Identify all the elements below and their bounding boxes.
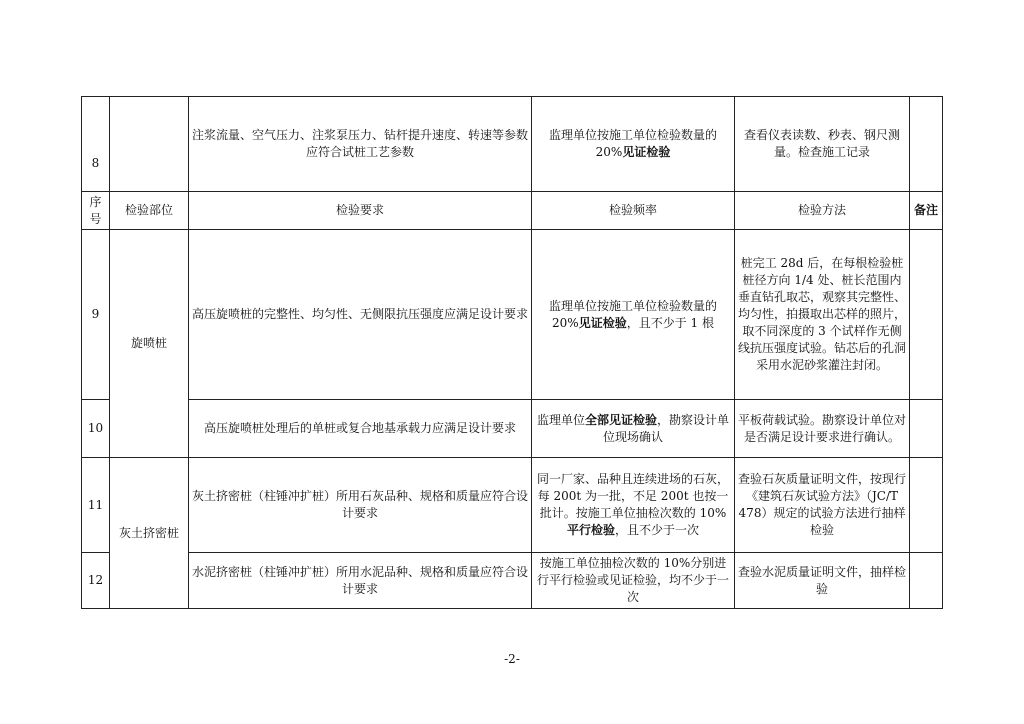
table-row-11 (82, 458, 943, 553)
frequency-cell (532, 400, 735, 458)
row-number: 11 (82, 458, 110, 553)
frequency-text-tail: ，且不少于一次 (615, 523, 700, 537)
table-row-12 (82, 553, 943, 609)
parallel-inspection-label: 平行检验 (566, 523, 615, 537)
requirement-cell: 水泥挤密桩（柱锤冲扩桩）所用水泥品种、规格和质量应符合设计要求 (189, 553, 532, 609)
frequency-cell (532, 458, 735, 553)
full-witness-inspection-label: 全部见证检验 (584, 412, 657, 427)
header-method: 检验方法 (735, 192, 910, 230)
header-note: 备注 (910, 192, 943, 230)
header-requirement: 检验要求 (189, 192, 532, 230)
row-number: 8 (82, 97, 110, 192)
header-part: 检验部位 (110, 192, 189, 230)
part-cell-lime-soil-compaction-pile: 灰土挤密桩 (110, 458, 189, 609)
note-cell (910, 400, 943, 458)
requirement-cell: 高压旋喷桩处理后的单桩或复合地基承载力应满足设计要求 (189, 400, 532, 458)
frequency-text-tail: ，勘察设计单位现场确认 (602, 412, 730, 444)
row-number: 9 (82, 230, 110, 400)
frequency-cell (532, 230, 735, 400)
frequency-text: 同一厂家、品种且连续进场的石灰，每 200t 为一批，不足 200t 也按一批计。按施工单位抽检次数的 10% (536, 472, 729, 520)
witness-inspection-label: 见证检验 (622, 145, 671, 159)
requirement-cell: 高压旋喷桩的完整性、均匀性、无侧限抗压强度应满足设计要求 (189, 230, 532, 400)
table-row-9 (82, 230, 943, 400)
method-cell: 查验石灰质量证明文件，按现行《建筑石灰试验方法》（JC/T 478）规定的试验方法进行抽样检验 (735, 458, 910, 553)
requirement-cell: 注浆流量、空气压力、注浆泵压力、钻杆提升速度、转速等参数应符合试桩工艺参数 (189, 97, 532, 192)
note-cell (910, 553, 943, 609)
table-row-10 (82, 400, 943, 458)
table-row-8 (82, 97, 943, 192)
frequency-cell: 按施工单位抽检次数的 10%分别进行平行检验或见证检验，均不少于一次 (532, 553, 735, 609)
header-frequency: 检验频率 (532, 192, 735, 230)
witness-inspection-label: 见证检验 (578, 315, 627, 330)
frequency-text: 监理单位按施工单位检验数量的 20% (548, 128, 717, 159)
note-cell (910, 458, 943, 553)
table-header-row (82, 192, 943, 230)
frequency-cell (532, 97, 735, 192)
requirement-cell: 灰土挤密桩（柱锤冲扩桩）所用石灰品种、规格和质量应符合设计要求 (189, 458, 532, 553)
row-number: 12 (82, 553, 110, 609)
frequency-text-tail: ，且不少于 1 根 (626, 315, 714, 330)
page-number: -2- (504, 652, 520, 666)
part-cell (110, 97, 189, 192)
method-cell: 查看仪表读数、秒表、钢尺测量。检查施工记录 (735, 97, 910, 192)
method-cell: 桩完工 28d 后，在每根检验桩桩径方向 1/4 处、桩长范围内垂直钻孔取芯，观察其完整性、均匀性，拍摄取出芯样的照片，取不同深度的 3 个试样作无侧线抗压强度试验。钻芯后的孔洞采用水泥砂浆灌注封闭。 (735, 230, 910, 400)
row-number: 10 (82, 400, 110, 458)
frequency-text: 监理单位 (536, 412, 585, 427)
note-cell (910, 230, 943, 400)
header-seq: 序号 (82, 192, 110, 230)
inspection-table (81, 96, 943, 609)
frequency-text: 监理单位按施工单位检验数量的 20% (548, 298, 717, 330)
method-cell: 平板荷载试验。勘察设计单位对是否满足设计要求进行确认。 (735, 400, 910, 458)
note-cell (910, 97, 943, 192)
part-cell-jet-grouting-pile: 旋喷桩 (110, 230, 189, 458)
method-cell: 查验水泥质量证明文件，抽样检验 (735, 553, 910, 609)
